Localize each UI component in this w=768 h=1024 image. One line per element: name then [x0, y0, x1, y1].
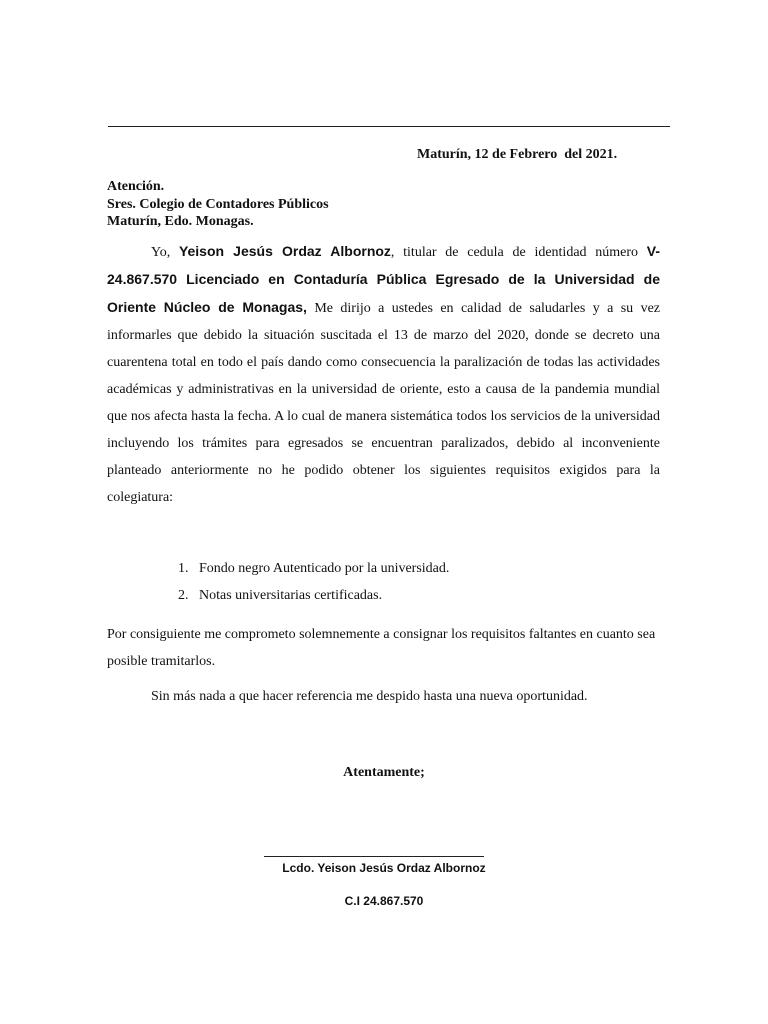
sender-name: Yeison Jesús Ordaz Albornoz: [178, 243, 391, 259]
list-item-number: 2.: [178, 588, 189, 603]
recipient-location: Maturín, Edo. Monagas.: [107, 214, 254, 229]
header-rule: [108, 126, 670, 127]
date-line: Maturín, 12 de Febrero del 2021.: [417, 147, 618, 162]
conclusion-paragraph: Por consiguiente me comprometo solemnemente a consignar los requisitos faltantes en cuanto sea posible tramitarlos.: [107, 627, 656, 669]
closing-salutation: Atentamente;: [343, 765, 425, 780]
farewell-line: Sin más nada a que hacer referencia me despido hasta una nueva oportunidad.: [151, 689, 588, 704]
intro-id-text: , titular de cedula de identidad número: [390, 245, 647, 260]
list-item-text: Notas universitarias certificadas.: [199, 588, 383, 603]
recipient-organization: Sres. Colegio de Contadores Públicos: [107, 196, 329, 212]
intro-yo: Yo,: [151, 245, 179, 260]
signature-line: [264, 856, 484, 857]
sender-credentials: V-24.867.570 Licenciado en Contaduría Pública Egresado de la Universidad de Oriente Núcleo de Monagas,: [107, 243, 660, 315]
list-item-text: Fondo negro Autenticado por la universidad.: [199, 561, 450, 576]
requirements-list: [178, 555, 449, 609]
signature-id: C.I 24.867.570: [344, 894, 424, 908]
list-item: [178, 582, 449, 609]
intro-body: Me dirijo a ustedes en calidad de saludarles y a su vez informarles que debido la situación suscitada el 13 de marzo del 2020, donde se decreto una cuarentena total en todo el país dando como consecuencia la paralización de todas las actividades académicas y administrativas en la universidad de oriente, esto a causa de la pandemia mundial que nos afecta hasta la fecha. A lo cual de manera sistemática todos los servicios de la universidad incluyendo los trámites para egresados se encuentran paralizados, debido al inconveniente planteado anteriormente no he podido obtener los siguientes requisitos exigidos para la colegiatura:: [107, 301, 661, 505]
recipient-attention: Atención.: [107, 179, 165, 194]
list-item-number: 1.: [178, 561, 189, 576]
list-item: [178, 555, 449, 582]
letter-body: [107, 238, 660, 511]
signature-name: Lcdo. Yeison Jesús Ordaz Albornoz: [282, 861, 486, 875]
recipient-block: [107, 178, 329, 231]
intro-paragraph: [107, 238, 660, 511]
